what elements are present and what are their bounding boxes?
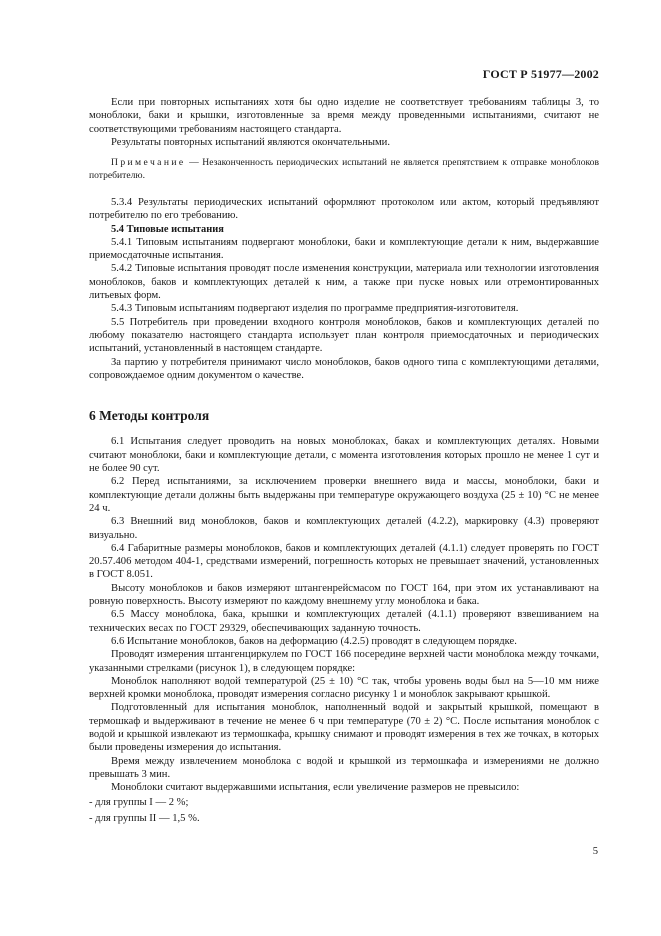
document-header: ГОСТ Р 51977—2002: [482, 67, 599, 81]
paragraph-5-3-4: 5.3.4 Результаты периодических испытаний оформляют протоколом или актом, который предъявляют потребителю по его требованию.: [89, 197, 599, 222]
note-label: Примечание: [111, 157, 186, 169]
paragraph-6-6-measure: Проводят измерения штангенциркулем по ГОСТ 166 посередине верхней части моноблока между точками, указанными стрелками (рисунок 1), в следующем порядке:: [89, 649, 599, 674]
paragraph-6-5: 6.5 Массу моноблока, бака, крышки и комплектующих деталей (4.1.1) проверяют взвешиванием на технических весах по ГОСТ 29329, обеспечивающих заданную точность.: [89, 609, 599, 634]
paragraph: Результаты повторных испытаний являются окончательными.: [111, 136, 391, 148]
section-heading-6: 6 Методы контроля: [89, 408, 210, 424]
page-content: [89, 96, 599, 825]
list-item-group-1: - для группы I — 2 %;: [89, 797, 189, 809]
paragraph-6-6: 6.6 Испытание моноблоков, баков на деформацию (4.2.5) проводят в следующем порядке.: [111, 635, 517, 647]
paragraph-5-4-1: 5.4.1 Типовым испытаниям подвергают моноблоки, баки и комплектующие детали к ним, выдержавшие приемосдаточные испытания.: [89, 236, 599, 262]
paragraph-6-4: 6.4 Габаритные размеры моноблоков, баков и комплектующих деталей (4.1.1) следует проверять по ГОСТ 20.57.406 методом 404-1, средствами измерений, погрешность которых не превышает значений, установленных в ГОСТ 8.051.: [89, 542, 599, 581]
subsection-heading-5-4: 5.4 Типовые испытания: [111, 223, 224, 235]
paragraph-5-5: 5.5 Потребитель при проведении входного контроля моноблоков, баков и комплектующих деталей по любому показателю настоящего стандарта использует план контроля приемосдаточных и периодических испытаний, установленный в настоящем стандарте.: [89, 316, 599, 355]
paragraph-6-1: 6.1 Испытания следует проводить на новых моноблоках, баках и комплектующих деталях. Новыми считают моноблоки, баки и комплектующие детали, с момента изготовления которых прошло не менее 1 сут и не более 90 сут.: [89, 436, 599, 475]
paragraph: Если при повторных испытаниях хотя бы одно изделие не соответствует требованиям таблицы 3, то моноблоки, баки и крышки, изготовленные за время между проведенными испытаниями, считают не соответствующими требованиям настоящего стандарта.: [89, 97, 599, 135]
paragraph-6-2: 6.2 Перед испытаниями, за исключением проверки внешнего вида и массы, моноблоки, баки и комплектующие детали должны быть выдержаны при температуре окружающего воздуха (25 ± 10) °С не менее 24 ч.: [89, 476, 599, 514]
paragraph-6-6-criteria: Моноблоки считают выдержавшими испытания, если увеличение размеров не превысило:: [111, 782, 520, 794]
paragraph-5-4-2: 5.4.2 Типовые испытания проводят после изменения конструкции, материала или технологии изготовления моноблоков, баков и комплектующих деталей к ним, а также при пуске новых или отремонтированных литьевых форм.: [89, 263, 599, 302]
paragraph-6-6-time: Время между извлечением моноблока с водой и крышкой из термошкафа и измерениями не должно превышать 3 мин.: [89, 755, 599, 780]
paragraph-5-5-lot: За партию у потребителя принимают число моноблоков, баков одного типа с комплектующими деталями, сопровождаемое одним документом о качестве.: [89, 356, 599, 381]
note-text: — Незаконченность периодических испытаний не является препятствием к отправке моноблоков потребителю.: [89, 157, 599, 181]
paragraph-6-4-height: Высоту моноблоков и баков измеряют штангенрейсмасом по ГОСТ 164, при этом их устанавливают на ровную поверхность. Высоту измеряют по каждому внешнему углу моноблока и бака.: [89, 582, 599, 608]
paragraph-6-6-oven: Подготовленный для испытания моноблок, наполненный водой и закрытый крышкой, помещают в термошкаф и выдерживают в течение не менее 6 ч при температуре (70 ± 2) °С. После испытания моноблок с водой и крышкой извлекают из термошкафа, крышку снимают и проводят измерения в тех же точках, в которых были проведены измерения до испытания.: [89, 702, 599, 754]
paragraph-6-3: 6.3 Внешний вид моноблоков, баков и комплектующих деталей (4.2.2), маркировку (4.3) проверяют визуально.: [89, 516, 599, 541]
note: [89, 157, 599, 182]
paragraph-5-4-3: 5.4.3 Типовым испытаниям подвергают изделия по программе предприятия-изготовителя.: [111, 303, 519, 315]
paragraph-6-6-fill: Моноблок наполняют водой температурой (25 ± 10) °С так, чтобы уровень воды был на 5—10 мм ниже верхней кромки моноблока, проводят измерения согласно рисунку 1 и моноблок закрывают крышкой.: [89, 675, 599, 701]
list-item-group-2: - для группы II — 1,5 %.: [89, 812, 200, 824]
page-number: 5: [592, 846, 598, 857]
